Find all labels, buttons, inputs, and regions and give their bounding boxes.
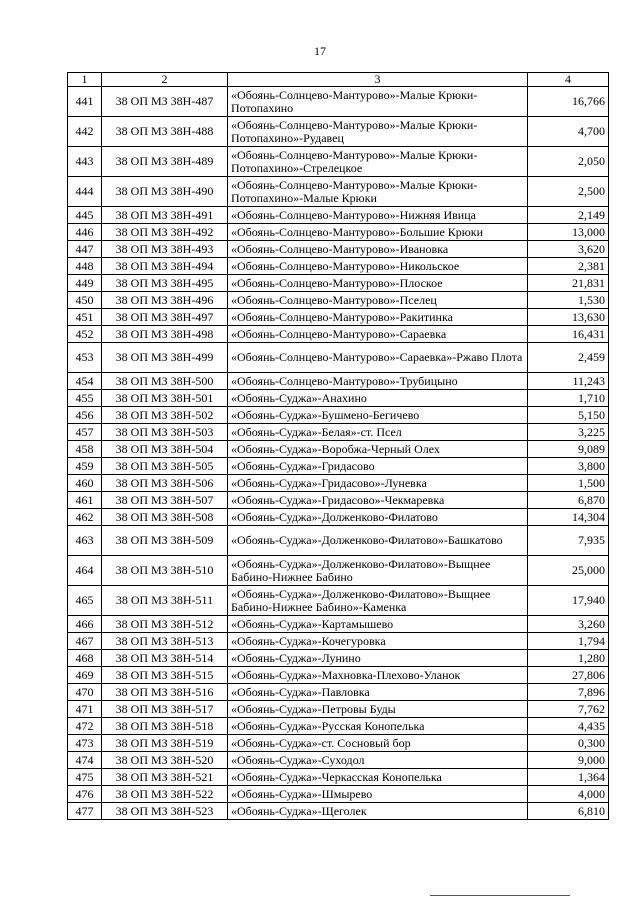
table-row (68, 373, 609, 390)
road-code: 38 ОП МЗ 38Н-487 (102, 87, 228, 117)
road-code: 38 ОП МЗ 38Н-498 (102, 326, 228, 343)
row-number: 446 (68, 224, 102, 241)
row-number: 447 (68, 241, 102, 258)
road-name: «Обоянь-Суджа»-Щеголек (228, 803, 528, 820)
table-row (68, 526, 609, 556)
row-number: 451 (68, 309, 102, 326)
column-header-name: 3 (228, 73, 528, 87)
road-code: 38 ОП МЗ 38Н-523 (102, 803, 228, 820)
road-code: 38 ОП МЗ 38Н-494 (102, 258, 228, 275)
page-number: 17 (314, 44, 326, 58)
road-code: 38 ОП МЗ 38Н-509 (102, 526, 228, 556)
row-number: 455 (68, 390, 102, 407)
road-name: «Обоянь-Суджа»-Шмырево (228, 786, 528, 803)
table-body (68, 87, 609, 820)
road-name: «Обоянь-Суджа»-Долженково-Филатово»-Выщнее Бабино-Нижнее Бабино (228, 556, 528, 586)
road-name: «Обоянь-Солнцево-Мантурово»-Ивановка (228, 241, 528, 258)
row-number: 441 (68, 87, 102, 117)
road-code: 38 ОП МЗ 38Н-511 (102, 586, 228, 616)
road-length: 7,896 (528, 684, 609, 701)
road-length: 4,700 (528, 117, 609, 147)
road-length: 3,225 (528, 424, 609, 441)
road-code: 38 ОП МЗ 38Н-507 (102, 492, 228, 509)
road-code: 38 ОП МЗ 38Н-517 (102, 701, 228, 718)
table-row (68, 147, 609, 177)
road-length: 27,806 (528, 667, 609, 684)
table-row (68, 87, 609, 117)
road-code: 38 ОП МЗ 38Н-506 (102, 475, 228, 492)
table-row (68, 786, 609, 803)
road-length: 5,150 (528, 407, 609, 424)
road-code: 38 ОП МЗ 38Н-519 (102, 735, 228, 752)
column-header-code: 2 (102, 73, 228, 87)
row-number: 463 (68, 526, 102, 556)
row-number: 453 (68, 343, 102, 373)
road-code: 38 ОП МЗ 38Н-520 (102, 752, 228, 769)
road-name: «Обоянь-Суджа»-Махновка-Плехово-Уланок (228, 667, 528, 684)
road-name: «Обоянь-Суджа»-Долженково-Филатово (228, 509, 528, 526)
column-header-number: 1 (68, 73, 102, 87)
table-row (68, 803, 609, 820)
road-length: 21,831 (528, 275, 609, 292)
row-number: 442 (68, 117, 102, 147)
table-row (68, 326, 609, 343)
table-row (68, 492, 609, 509)
road-length: 13,630 (528, 309, 609, 326)
table-row (68, 684, 609, 701)
road-code: 38 ОП МЗ 38Н-515 (102, 667, 228, 684)
road-name: «Обоянь-Суджа»-Павловка (228, 684, 528, 701)
road-length: 0,300 (528, 735, 609, 752)
road-length: 4,000 (528, 786, 609, 803)
road-length: 9,000 (528, 752, 609, 769)
road-length: 2,459 (528, 343, 609, 373)
road-name: «Обоянь-Солнцево-Мантурово»-Ракитинка (228, 309, 528, 326)
road-length: 1,364 (528, 769, 609, 786)
row-number: 458 (68, 441, 102, 458)
road-code: 38 ОП МЗ 38Н-504 (102, 441, 228, 458)
road-name: «Обоянь-Суджа»-Гридасово»-Луневка (228, 475, 528, 492)
road-code: 38 ОП МЗ 38Н-512 (102, 616, 228, 633)
road-length: 14,304 (528, 509, 609, 526)
road-name: «Обоянь-Суджа»-Бушмено-Бегичево (228, 407, 528, 424)
road-length: 11,243 (528, 373, 609, 390)
road-length: 6,870 (528, 492, 609, 509)
road-length: 3,260 (528, 616, 609, 633)
road-name: «Обоянь-Солнцево-Мантурово»-Большие Крюки (228, 224, 528, 241)
road-code: 38 ОП МЗ 38Н-522 (102, 786, 228, 803)
row-number: 471 (68, 701, 102, 718)
row-number: 457 (68, 424, 102, 441)
road-code: 38 ОП МЗ 38Н-505 (102, 458, 228, 475)
road-length: 2,500 (528, 177, 609, 207)
road-name: «Обоянь-Солнцево-Мантурово»-Малые Крюки-Потопахино»-Рудавец (228, 117, 528, 147)
road-length: 4,435 (528, 718, 609, 735)
road-name: «Обоянь-Солнцево-Мантурово»-Трубицыно (228, 373, 528, 390)
table-row (68, 224, 609, 241)
road-code: 38 ОП МЗ 38Н-496 (102, 292, 228, 309)
row-number: 452 (68, 326, 102, 343)
road-name: «Обоянь-Суджа»-Белая»-ст. Псел (228, 424, 528, 441)
table-row (68, 407, 609, 424)
road-code: 38 ОП МЗ 38Н-500 (102, 373, 228, 390)
table-row (68, 633, 609, 650)
row-number: 466 (68, 616, 102, 633)
table-row (68, 207, 609, 224)
road-length: 6,810 (528, 803, 609, 820)
row-number: 450 (68, 292, 102, 309)
road-length: 13,000 (528, 224, 609, 241)
column-header-length: 4 (528, 73, 609, 87)
road-code: 38 ОП МЗ 38Н-501 (102, 390, 228, 407)
road-length: 1,794 (528, 633, 609, 650)
row-number: 465 (68, 586, 102, 616)
road-code: 38 ОП МЗ 38Н-495 (102, 275, 228, 292)
row-number: 476 (68, 786, 102, 803)
table-row (68, 769, 609, 786)
table-row (68, 586, 609, 616)
table-row (68, 424, 609, 441)
road-name: «Обоянь-Суджа»-Кочегуровка (228, 633, 528, 650)
table-row (68, 667, 609, 684)
road-name: «Обоянь-Суджа»-Петровы Буды (228, 701, 528, 718)
road-length: 16,766 (528, 87, 609, 117)
row-number: 468 (68, 650, 102, 667)
road-length: 16,431 (528, 326, 609, 343)
table-row (68, 475, 609, 492)
road-length: 1,500 (528, 475, 609, 492)
table-row (68, 390, 609, 407)
bottom-rule (430, 895, 570, 896)
road-name: «Обоянь-Солнцево-Мантурово»-Малые Крюки-Потопахино»-Малые Крюки (228, 177, 528, 207)
road-name: «Обоянь-Солнцево-Мантурово»-Плоское (228, 275, 528, 292)
row-number: 475 (68, 769, 102, 786)
road-code: 38 ОП МЗ 38Н-493 (102, 241, 228, 258)
row-number: 444 (68, 177, 102, 207)
table-row (68, 275, 609, 292)
row-number: 449 (68, 275, 102, 292)
road-name: «Обоянь-Суджа»-Гридасово (228, 458, 528, 475)
row-number: 464 (68, 556, 102, 586)
table-row (68, 752, 609, 769)
row-number: 445 (68, 207, 102, 224)
table-row (68, 718, 609, 735)
table-row (68, 556, 609, 586)
road-name: «Обоянь-Суджа»-Картамышево (228, 616, 528, 633)
road-code: 38 ОП МЗ 38Н-502 (102, 407, 228, 424)
road-name: «Обоянь-Суджа»-Долженково-Филатово»-Башкатово (228, 526, 528, 556)
road-name: «Обоянь-Суджа»-Воробжа-Черный Олех (228, 441, 528, 458)
table-row (68, 616, 609, 633)
road-code: 38 ОП МЗ 38Н-489 (102, 147, 228, 177)
table-row (68, 509, 609, 526)
table-row (68, 241, 609, 258)
table-row (68, 441, 609, 458)
road-name: «Обоянь-Суджа»-Гридасово»-Чекмаревка (228, 492, 528, 509)
road-name: «Обоянь-Суджа»-Лунино (228, 650, 528, 667)
road-name: «Обоянь-Суджа»-Черкасская Конопелька (228, 769, 528, 786)
row-number: 474 (68, 752, 102, 769)
table-row (68, 343, 609, 373)
road-name: «Обоянь-Солнцево-Мантурово»-Нижняя Ивица (228, 207, 528, 224)
row-number: 460 (68, 475, 102, 492)
row-number: 470 (68, 684, 102, 701)
road-code: 38 ОП МЗ 38Н-510 (102, 556, 228, 586)
road-length: 7,762 (528, 701, 609, 718)
road-code: 38 ОП МЗ 38Н-518 (102, 718, 228, 735)
road-name: «Обоянь-Суджа»-ст. Сосновый бор (228, 735, 528, 752)
road-name: «Обоянь-Солнцево-Мантурово»-Сараевка (228, 326, 528, 343)
row-number: 469 (68, 667, 102, 684)
table-row (68, 258, 609, 275)
table-header-row (68, 73, 609, 87)
road-name: «Обоянь-Солнцево-Мантурово»-Малые Крюки-Потопахино»-Стрелецкое (228, 147, 528, 177)
road-length: 1,710 (528, 390, 609, 407)
road-length: 2,050 (528, 147, 609, 177)
road-name: «Обоянь-Солнцево-Мантурово»-Пселец (228, 292, 528, 309)
table-row (68, 177, 609, 207)
road-length: 3,620 (528, 241, 609, 258)
road-length: 7,935 (528, 526, 609, 556)
road-code: 38 ОП МЗ 38Н-490 (102, 177, 228, 207)
row-number: 454 (68, 373, 102, 390)
row-number: 462 (68, 509, 102, 526)
road-length: 9,089 (528, 441, 609, 458)
road-length: 1,280 (528, 650, 609, 667)
row-number: 477 (68, 803, 102, 820)
road-name: «Обоянь-Суджа»-Долженково-Филатово»-Выщнее Бабино-Нижнее Бабино»-Каменка (228, 586, 528, 616)
road-name: «Обоянь-Солнцево-Мантурово»-Никольское (228, 258, 528, 275)
road-name: «Обоянь-Суджа»-Русская Конопелька (228, 718, 528, 735)
road-code: 38 ОП МЗ 38Н-503 (102, 424, 228, 441)
road-code: 38 ОП МЗ 38Н-514 (102, 650, 228, 667)
road-code: 38 ОП МЗ 38Н-499 (102, 343, 228, 373)
road-name: «Обоянь-Суджа»-Суходол (228, 752, 528, 769)
road-code: 38 ОП МЗ 38Н-488 (102, 117, 228, 147)
table-row (68, 701, 609, 718)
road-registry-table (67, 72, 609, 820)
table-row (68, 309, 609, 326)
road-length: 3,800 (528, 458, 609, 475)
road-length: 2,381 (528, 258, 609, 275)
row-number: 461 (68, 492, 102, 509)
road-name: «Обоянь-Солнцево-Мантурово»-Малые Крюки-Потопахино (228, 87, 528, 117)
table-row (68, 292, 609, 309)
row-number: 456 (68, 407, 102, 424)
road-length: 17,940 (528, 586, 609, 616)
road-code: 38 ОП МЗ 38Н-516 (102, 684, 228, 701)
road-code: 38 ОП МЗ 38Н-521 (102, 769, 228, 786)
road-code: 38 ОП МЗ 38Н-513 (102, 633, 228, 650)
road-length: 1,530 (528, 292, 609, 309)
road-code: 38 ОП МЗ 38Н-497 (102, 309, 228, 326)
road-length: 2,149 (528, 207, 609, 224)
road-code: 38 ОП МЗ 38Н-491 (102, 207, 228, 224)
road-name: «Обоянь-Солнцево-Мантурово»-Сараевка»-Ржаво Плота (228, 343, 528, 373)
road-name: «Обоянь-Суджа»-Анахино (228, 390, 528, 407)
road-length: 25,000 (528, 556, 609, 586)
road-code: 38 ОП МЗ 38Н-508 (102, 509, 228, 526)
row-number: 473 (68, 735, 102, 752)
row-number: 467 (68, 633, 102, 650)
table-row (68, 650, 609, 667)
row-number: 472 (68, 718, 102, 735)
road-code: 38 ОП МЗ 38Н-492 (102, 224, 228, 241)
row-number: 443 (68, 147, 102, 177)
table-row (68, 458, 609, 475)
table-row (68, 117, 609, 147)
table-row (68, 735, 609, 752)
row-number: 448 (68, 258, 102, 275)
row-number: 459 (68, 458, 102, 475)
